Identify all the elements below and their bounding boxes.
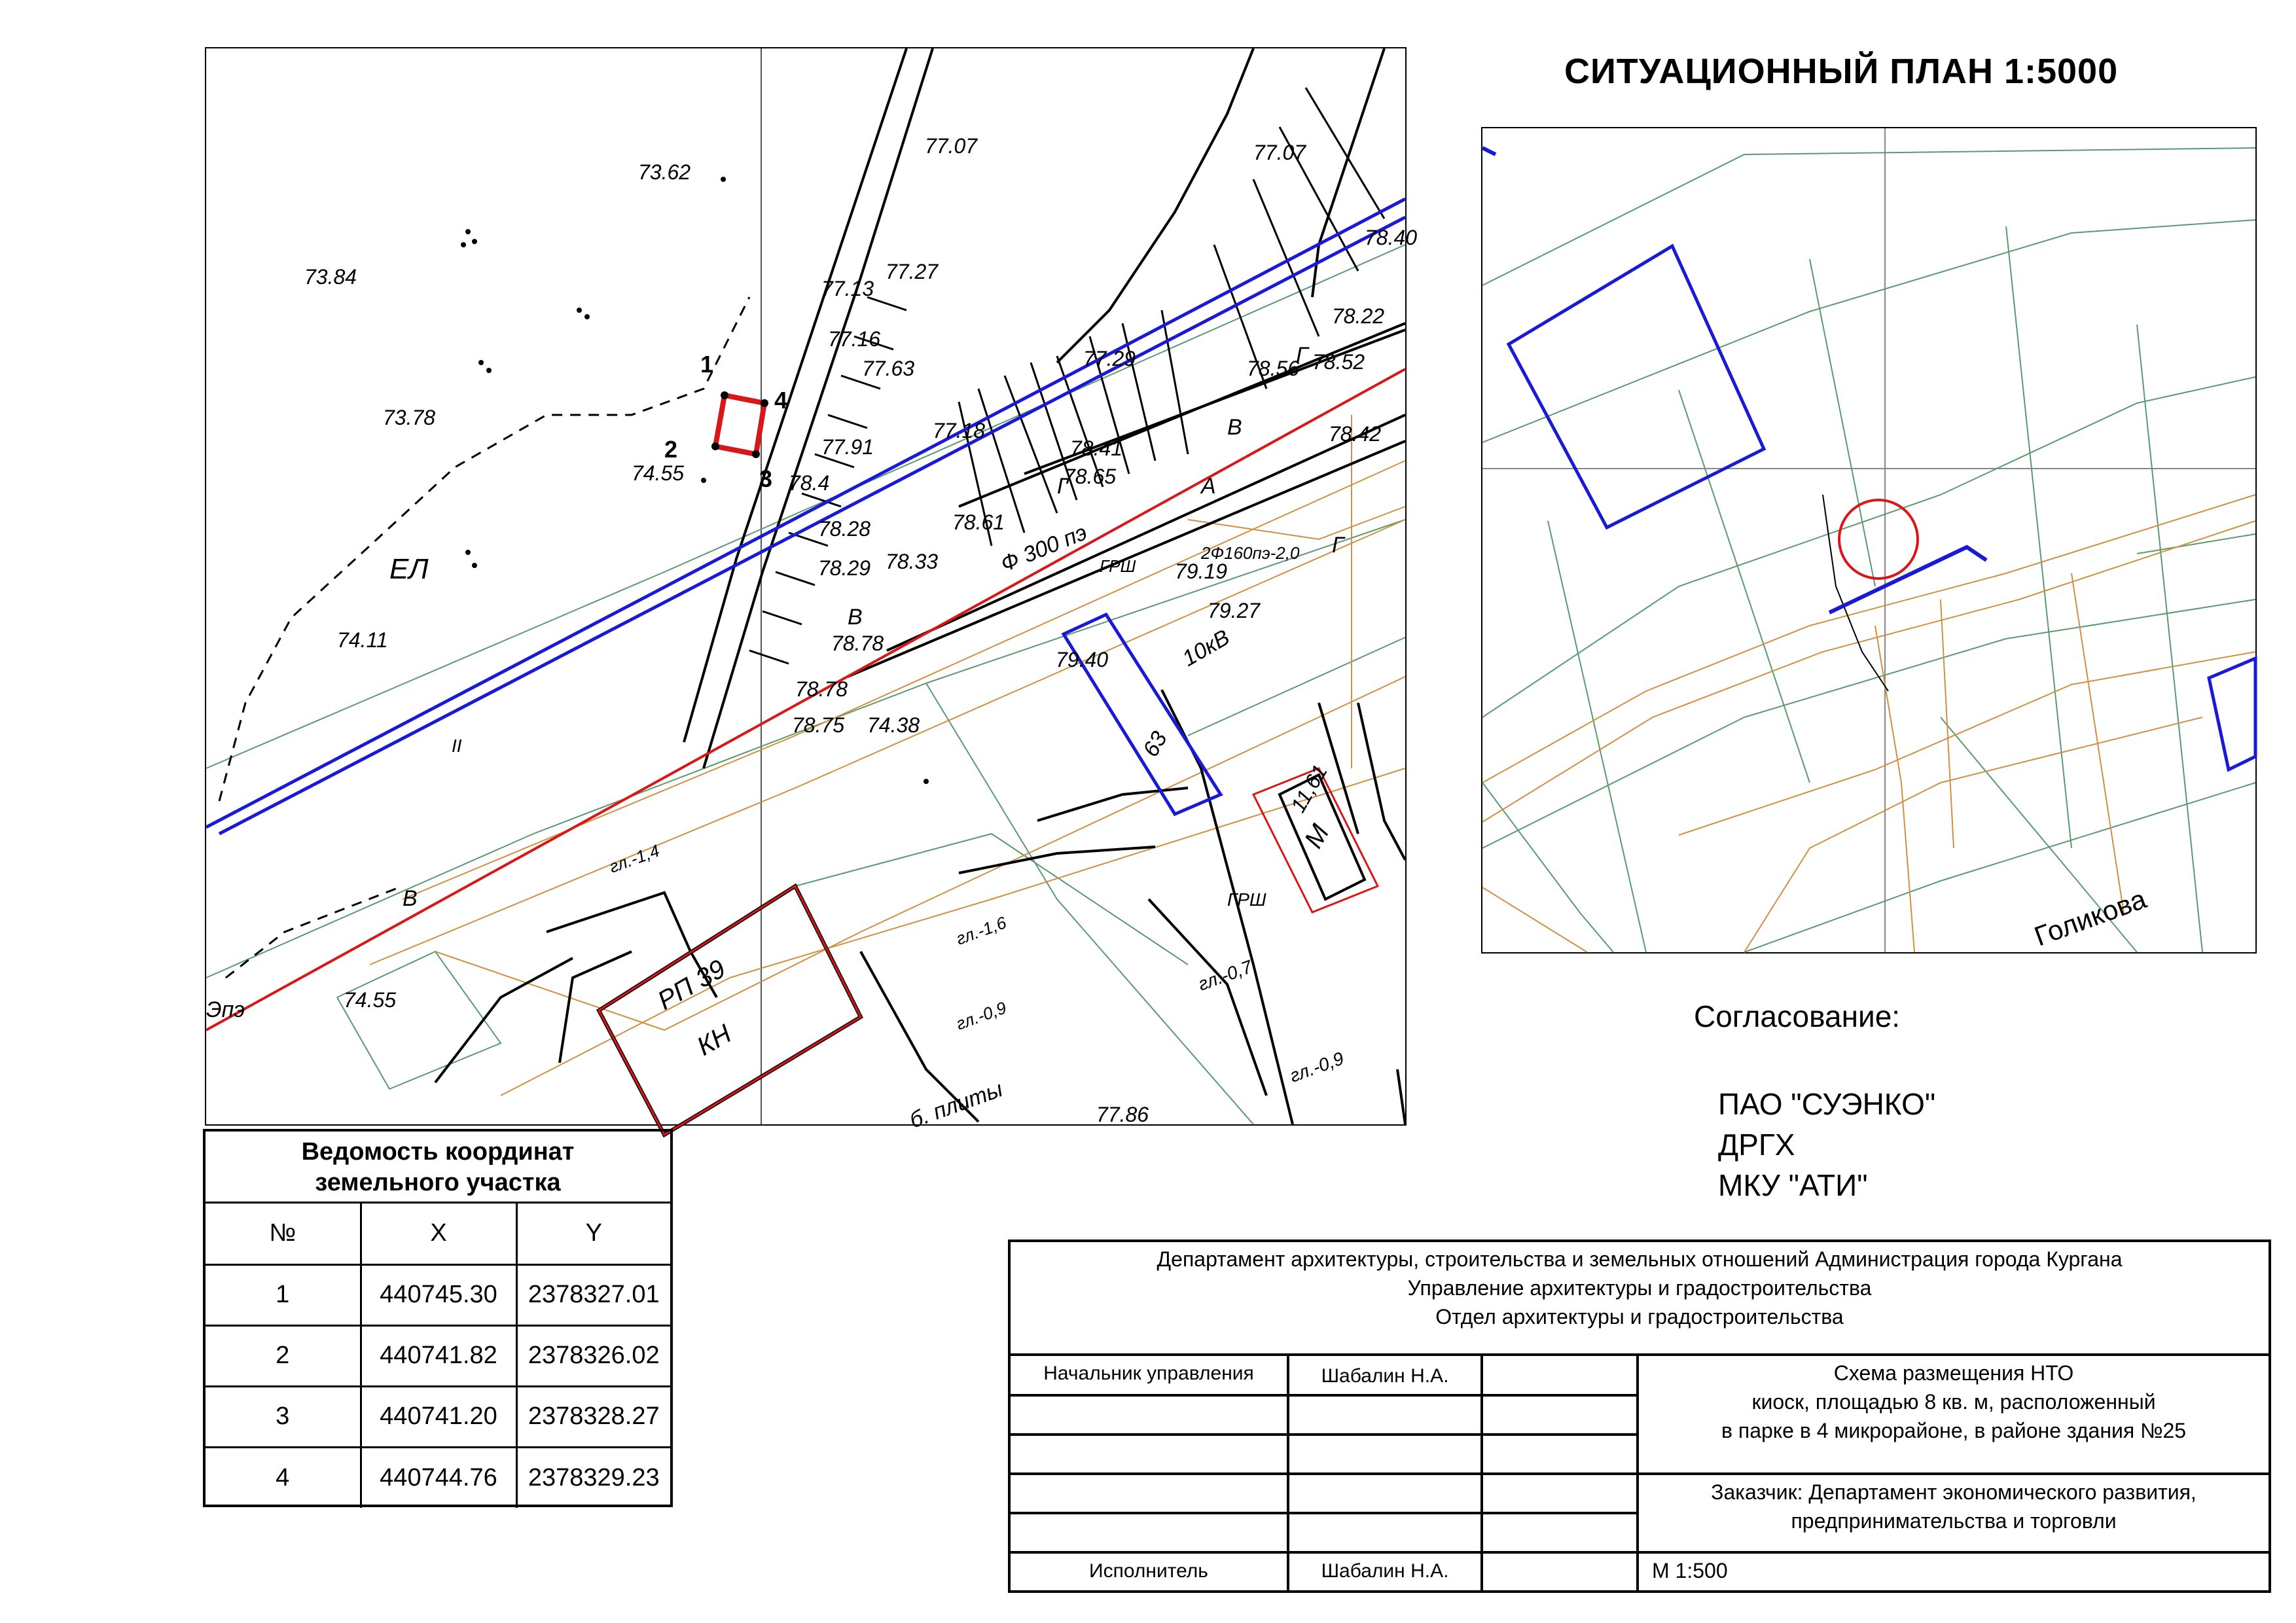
- elev: 79.27: [1208, 599, 1261, 622]
- cell-num: 3: [206, 1386, 361, 1447]
- point-label-4: 4: [774, 387, 788, 414]
- elev: 73.84: [304, 265, 357, 289]
- cell-num: 4: [206, 1447, 361, 1508]
- scheme-line-1: Схема размещения НТО: [1833, 1361, 2074, 1385]
- elev: 77.13: [821, 277, 874, 300]
- letter-label: Г: [1332, 533, 1344, 558]
- cell-y: 2378329.23: [516, 1447, 670, 1508]
- table-row: [206, 1447, 670, 1508]
- number-63: 63: [1138, 727, 1172, 761]
- location-marker-circle[interactable]: [1839, 500, 1918, 579]
- rp39-label: РП 39: [653, 954, 730, 1016]
- name-head: Шабалин Н.А.: [1321, 1365, 1449, 1387]
- building-outline-blue: [1509, 246, 1764, 527]
- parcel-lines-green: [1482, 148, 2255, 952]
- elev: 78.4: [789, 471, 830, 495]
- elev: 77.91: [821, 435, 874, 459]
- kn-label: КН: [692, 1019, 736, 1061]
- name-executor: Шабалин Н.А.: [1321, 1560, 1449, 1582]
- cell-y: 2378328.27: [516, 1386, 670, 1447]
- main-map[interactable]: [205, 47, 1418, 1133]
- caption-line-1: Ведомость координат: [301, 1138, 575, 1166]
- elevation-labels: [304, 134, 1417, 1126]
- title-block: [1008, 1240, 2271, 1593]
- approval-item-drgh: ДРГХ: [1718, 1128, 1795, 1162]
- depth-label: гл.-1,6: [953, 912, 1009, 949]
- building-edge-blue: [2209, 658, 2255, 770]
- depth-label: гл.-1,4: [606, 840, 662, 877]
- elev: 78.33: [886, 550, 939, 573]
- approval-item-mku: МКУ "АТИ": [1718, 1168, 1868, 1202]
- cell-x: 440744.76: [361, 1447, 516, 1508]
- coordinates-table: [203, 1129, 673, 1507]
- elev: 78.61: [952, 510, 1005, 534]
- customer-line-2: предпринимательства и торговли: [1791, 1509, 2117, 1533]
- elev: 77.18: [933, 419, 986, 442]
- table-row: [206, 1386, 670, 1447]
- elev: 78.40: [1365, 226, 1418, 249]
- grsh-label-2: ГРШ: [1227, 889, 1266, 910]
- letter-label: В: [403, 886, 418, 911]
- depth-label: гл.-0,7: [1195, 956, 1255, 995]
- edge-blue: [1482, 148, 1496, 154]
- elev: 78.22: [1332, 304, 1385, 328]
- elev: 77.07: [1253, 141, 1306, 164]
- elev: 77.16: [828, 327, 881, 351]
- coordinates-grid: [206, 1204, 670, 1508]
- elev: 78.78: [831, 632, 884, 655]
- approval-title: Согласование:: [1694, 999, 1901, 1033]
- kiosk-parcel[interactable]: [715, 395, 764, 454]
- letter-label: А: [1201, 474, 1216, 499]
- situation-plan-map[interactable]: [1481, 127, 2257, 954]
- scheme-line-3: в парке в 4 микрорайоне, в районе здания №25: [1721, 1419, 2187, 1442]
- elev: 73.62: [638, 160, 691, 184]
- approval-item-suenko: ПАО "СУЭНКО": [1718, 1087, 1936, 1121]
- elev: 78.28: [818, 517, 871, 541]
- situation-plan-svg: [1482, 128, 2255, 952]
- cable-10kv-label: 10кВ: [1178, 624, 1234, 671]
- letter-label: Эпэ: [206, 997, 245, 1022]
- letter-label: В: [1227, 415, 1242, 440]
- org-line-2: Управление архитектуры и градостроительства: [1407, 1276, 1872, 1300]
- coordinates-caption: [206, 1132, 670, 1204]
- role-head: Начальник управления: [1043, 1363, 1254, 1384]
- point-label-3: 3: [759, 465, 773, 492]
- grid-lines: [1482, 128, 2255, 952]
- letter-label: В: [848, 605, 863, 630]
- header-row: [206, 1204, 670, 1264]
- rp39-building: [599, 886, 861, 1135]
- elev: 77.27: [886, 260, 939, 283]
- letter-label: Г: [1057, 474, 1069, 499]
- elev: 78.52: [1312, 350, 1365, 374]
- boundary-blue: [1829, 547, 1986, 613]
- tree-symbols: [461, 177, 929, 784]
- elev: 79.40: [1056, 648, 1109, 671]
- cell-num: 2: [206, 1325, 361, 1386]
- elev: 78.29: [818, 556, 871, 580]
- cell-y: 2378326.02: [516, 1325, 670, 1386]
- org-line-3: Отдел архитектуры и градостроительства: [1435, 1305, 1844, 1329]
- elev: 78.78: [795, 677, 848, 701]
- table-row: [206, 1325, 670, 1386]
- cell-x: 440741.20: [361, 1386, 516, 1447]
- number-1161: 11,61: [1285, 760, 1332, 817]
- elev: 78.41: [1070, 437, 1123, 460]
- elev: 74.11: [337, 628, 388, 652]
- elev: 77.86: [1096, 1103, 1149, 1126]
- pipe-160-label: 2Ф160пэ-2,0: [1201, 543, 1300, 563]
- situation-plan-title: СИТУАЦИОННЫЙ ПЛАН 1:5000: [1564, 52, 2119, 91]
- elev: 74.55: [344, 988, 397, 1012]
- header-num: №: [206, 1204, 361, 1264]
- role-executor: Исполнитель: [1089, 1560, 1208, 1582]
- elev: 74.38: [867, 713, 920, 737]
- point-label-1: 1: [700, 351, 714, 378]
- scale-label: М 1:500: [1652, 1559, 1728, 1582]
- header-x: X: [361, 1204, 516, 1264]
- elev: 78.65: [1064, 465, 1117, 488]
- elev: 73.78: [383, 406, 436, 429]
- elev: 77.29: [1083, 347, 1136, 370]
- elev: 79.19: [1175, 560, 1228, 583]
- org-line-1: Департамент архитектуры, строительства и земельных отношений Администрация города Кургана: [1157, 1247, 2123, 1271]
- depth-label: гл.-0,9: [953, 997, 1009, 1034]
- cell-x: 440741.82: [361, 1325, 516, 1386]
- point-label-2: 2: [664, 436, 678, 463]
- elev: 78.42: [1329, 422, 1382, 446]
- topo-black-lines: [435, 48, 1405, 1124]
- elev: 78.56: [1247, 357, 1300, 380]
- scheme-line-2: киоск, площадью 8 кв. м, расположенный: [1751, 1390, 2156, 1414]
- elev: 74.55: [632, 461, 685, 485]
- elev: 78.75: [792, 713, 845, 737]
- depth-label: гл.-0,9: [1287, 1048, 1347, 1086]
- grsh-label-1: ГРШ: [1100, 556, 1136, 576]
- main-map-svg: [206, 48, 1418, 1133]
- plates-label: б. плиты: [906, 1077, 1006, 1133]
- letter-label: Г: [1296, 343, 1308, 368]
- elev: 77.07: [925, 134, 978, 158]
- cell-num: 1: [206, 1264, 361, 1325]
- pipe-300-label: Ф 300 пэ: [997, 520, 1091, 577]
- elev: 77.63: [862, 357, 915, 380]
- bush-label: ЕЛ: [389, 553, 429, 585]
- utility-lines-orange: [370, 415, 1405, 1096]
- cell-x: 440745.30: [361, 1264, 516, 1325]
- caption-line-2: земельного участка: [315, 1169, 561, 1196]
- m-label: М: [1299, 819, 1335, 853]
- table-row: [206, 1264, 670, 1325]
- cell-y: 2378327.01: [516, 1264, 670, 1325]
- customer-line-1: Заказчик: Департамент экономического развития,: [1711, 1480, 2197, 1504]
- shrub-label: II: [452, 736, 462, 756]
- header-y: Y: [516, 1204, 670, 1264]
- street-label: Голикова: [2030, 883, 2151, 952]
